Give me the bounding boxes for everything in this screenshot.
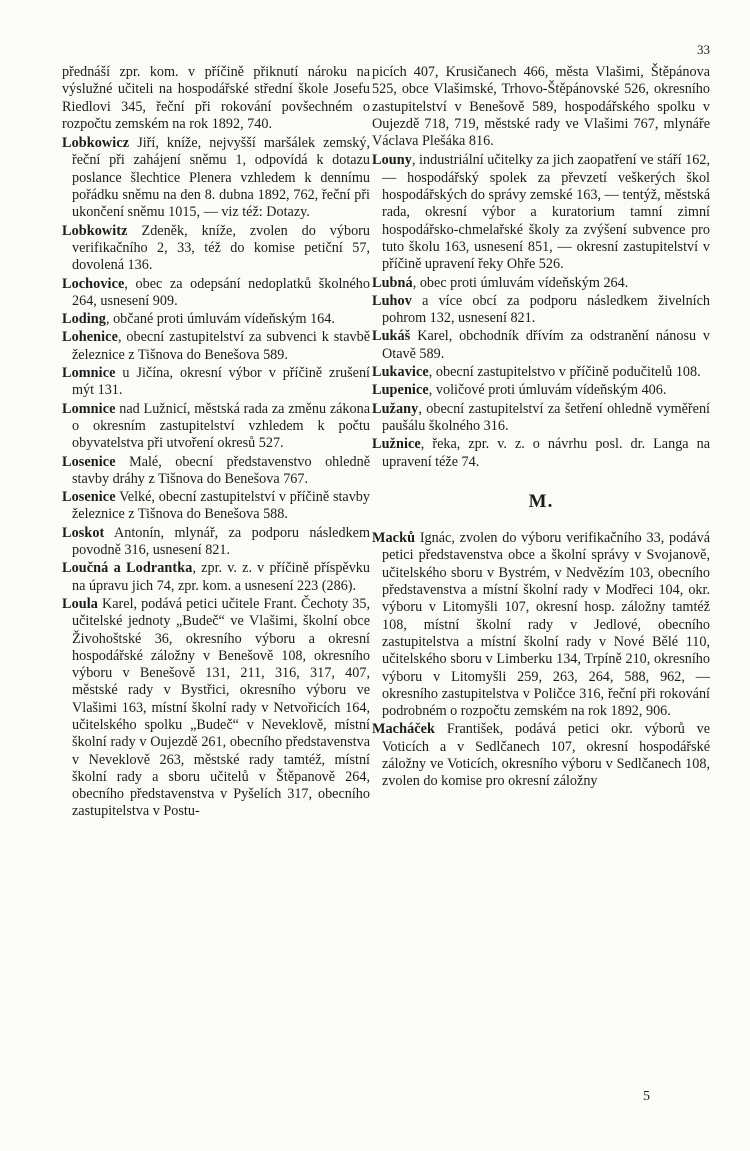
entry-body: František, podává petici okr. výborů ve Voticích a v Sedlčanech 107, okresní hospodářské záložny ve Voticích, okresního výboru v Sedlčanech 108, zvolen do komise pro okresní záložny bbox=[382, 721, 710, 790]
entry-body: a více obcí za podporu následkem živelních pohrom 132, usnesení 821. bbox=[382, 292, 710, 327]
index-entry bbox=[372, 275, 710, 292]
entry-head: Lobkowitz bbox=[62, 222, 128, 239]
entry-head: Lukáš bbox=[372, 328, 411, 345]
entry-body: Karel, podává petici učitele Frant. Čechoty 35, učitelské jednoty „Budeč“ ve Vlašimi, školní obce Živohoštské 36, okresního výboru a okresní hospodářské záložny v Benešově 108, okresního výboru v Benešově 131, 211, 316, 317, 407, městské rady v Bystřici, okresního výboru ve Vlašimi 163, místní školní rady v Netvořicích 164, učitelského spolku „Budeč“ v Neveklově, místní školní rady v Oujezdě 261, obecního představenstva v Neveklově 263, městské rady tamtéž, místní školní rady a sboru učitelů v Štěpanově 264, obecního představenstva v Pyšelích 317, obecního zastupitelstva v Postu- bbox=[72, 595, 370, 820]
entry-head: Loding bbox=[62, 311, 106, 328]
entry-head: Louny bbox=[372, 152, 412, 169]
entry-head: Lukavice bbox=[372, 364, 429, 381]
index-entry bbox=[62, 454, 370, 489]
entry-body: , řeka, zpr. v. z. o návrhu posl. dr. Langa na upravení téže 74. bbox=[382, 436, 710, 470]
entry-head: Loučná a Lodrantka bbox=[62, 560, 193, 577]
entry-head: Losenice bbox=[62, 489, 116, 506]
entry-head: Lohenice bbox=[62, 329, 118, 346]
index-entry bbox=[372, 293, 710, 328]
index-entry bbox=[372, 530, 710, 720]
index-entry bbox=[372, 364, 710, 381]
index-entry bbox=[62, 365, 370, 400]
left-column bbox=[62, 64, 370, 822]
index-entry bbox=[62, 135, 370, 221]
entry-head: Lužnice bbox=[372, 436, 421, 453]
right-column bbox=[372, 64, 710, 792]
entry-body: u Jičína, okresní výbor v příčině zrušení mýt 131. bbox=[72, 365, 370, 399]
entry-body: Zdeněk, kníže, zvolen do výboru verifikačního 2, 33, též do komise petiční 57, dovolená 136. bbox=[72, 222, 370, 274]
entry-body: , industriální učitelky za jich zaopatření ve stáří 162, — hospodářský spolek za převzetí veškerých škol hospodářských do správy zemské 163, — tentýž, městská rada, okresní výbor a kuratorium tamní zimní hospodářsko-chmelařské školy za zvýšení subvence pro tuto školu 163, usnesení 851, — okresní zastupitelství v příčině upravení řeky Ohře 526. bbox=[382, 152, 710, 273]
index-entry bbox=[372, 328, 710, 363]
entry-head: Luhov bbox=[372, 292, 412, 309]
index-entry bbox=[62, 223, 370, 275]
index-entry bbox=[62, 596, 370, 821]
signature-mark: 5 bbox=[643, 1089, 650, 1104]
index-entry-continuation bbox=[372, 64, 710, 150]
index-entry bbox=[372, 401, 710, 436]
entry-head: Loula bbox=[62, 595, 98, 612]
section-heading: M. bbox=[528, 490, 554, 512]
entry-body: Ignác, zvolen do výboru verifikačního 33, podává petici představenstva obce a školní správy v Svojanově, učitelského sboru v Bystrém, v Nedvězím 103, obecního představenstva a místní školní rady v Modřeci 104, okr. výboru v Litomyšli 107, okresní hosp. záložny tamtéž 108, místní školní rady v Jedlové, obecního zastupitelstva a místní školní rady v Nové Bělé 110, učitelského sboru v Limberku 134, Trpíně 210, okresního výboru v Litomyšli 259, 263, 264, 588, 962, — okresního zastupitelstva v Poličce 316, řeční při rokování podrobném o rozpočtu zemském na rok 1892, 906. bbox=[382, 530, 710, 720]
entry-head: Loskot bbox=[62, 524, 105, 541]
entry-body: , obec proti úmluvám vídeňským 264. bbox=[412, 274, 629, 291]
page-number: 33 bbox=[697, 42, 710, 57]
entry-head: Lubná bbox=[372, 274, 413, 291]
index-entry bbox=[372, 152, 710, 273]
entry-head: Lochovice bbox=[62, 275, 125, 292]
index-entry bbox=[372, 436, 710, 471]
entry-body: , občané proti úmluvám vídeňským 164. bbox=[105, 311, 335, 328]
entry-body: nad Lužnicí, městská rada za změnu zákona o okresním zastupitelství vzhledem k počtu obyvatelstva při utvoření okresů 527. bbox=[72, 400, 370, 452]
entry-body: , voličové proti úmluvám vídeňským 406. bbox=[428, 382, 667, 399]
entry-head: Lužany bbox=[372, 400, 419, 417]
index-entry bbox=[62, 311, 370, 328]
index-entry-continuation bbox=[62, 64, 370, 133]
entry-body: , obecní zastupitelství za šetření ohledně vyměření paušálu školného 316. bbox=[382, 400, 710, 434]
index-entry bbox=[62, 560, 370, 595]
index-entry bbox=[62, 401, 370, 453]
entry-head: Lupenice bbox=[372, 382, 429, 399]
entry-body: , zpr. v. z. v příčině příspěvku na úpravu jich 74, zpr. kom. a usnesení 223 (286). bbox=[72, 560, 370, 594]
index-entry bbox=[62, 329, 370, 364]
entry-body: , obecní zastupitelství za subvenci k stavbě železnice z Tišnova do Benešova 589. bbox=[72, 329, 370, 363]
entry-body: přednáší zpr. kom. v příčině přiknutí nároku na výslužné učiteli na hospodářské střední škole Josefu Riedlovi 345, řeční při rokování povšechném o rozpočtu zemském na rok 1892, 740. bbox=[62, 64, 370, 132]
entry-head: Macháček bbox=[372, 721, 436, 738]
index-entry bbox=[372, 721, 710, 790]
entry-body: Velké, obecní zastupitelství v příčině stavby železnice z Tišnova do Benešova 588. bbox=[72, 489, 370, 523]
entry-body: picích 407, Krusičanech 466, města Vlašimi, Štěpánova 525, obce Vlašimské, Trhovo-Štěpánovské 526, okresního zastupitelství v Benešově 589, hospodářského spolku v Oujezdě 718, 719, městské rady ve Vlašimi 767, mlynáře Václava Plešáka 816. bbox=[372, 64, 710, 150]
index-entry bbox=[62, 525, 370, 560]
index-entry bbox=[62, 276, 370, 311]
entry-body: Antonín, mlynář, za podporu následkem povodně 316, usnesení 821. bbox=[72, 524, 370, 559]
entry-body: Jiří, kníže, nejvyšší maršálek zemský, řeční při zahájení sněmu 1, odpovídá k dotazu poslance šlechtice Plenera vzhledem k dennímu pořádku sněmu na den 8. dubna 1892, 762, řeční při ukončení sněmu 1015, — viz též: Dotazy. bbox=[72, 135, 370, 221]
entry-body: Karel, obchodník dřívím za odstranění nánosu v Otavě 589. bbox=[382, 328, 710, 362]
index-entry bbox=[372, 382, 710, 399]
entry-head: Macků bbox=[372, 530, 416, 547]
entry-body: , obec za odepsání nedoplatků školného 264, usnesení 909. bbox=[72, 275, 370, 309]
entry-head: Lobkowicz bbox=[62, 135, 130, 152]
entry-body: Malé, obecní představenstvo ohledně stavby dráhy z Tišnova do Benešova 767. bbox=[72, 453, 370, 487]
entry-head: Lomnice bbox=[62, 365, 116, 382]
entry-head: Losenice bbox=[62, 453, 116, 470]
entry-head: Lomnice bbox=[62, 400, 116, 417]
entry-body: , obecní zastupitelstvo v příčině podučitelů 108. bbox=[428, 364, 701, 381]
index-entry bbox=[62, 489, 370, 524]
